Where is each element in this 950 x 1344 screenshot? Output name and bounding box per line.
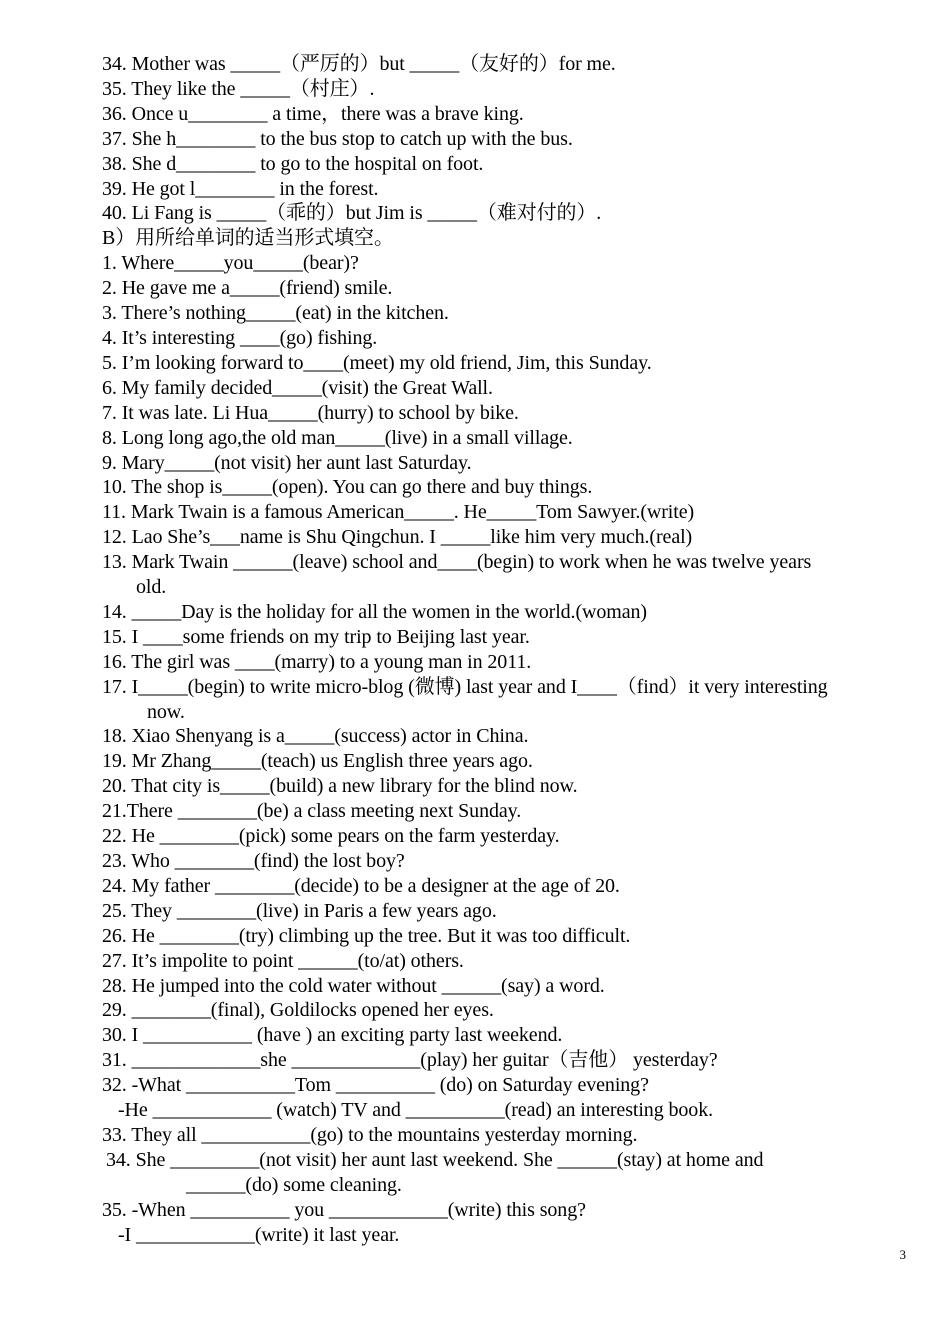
exercise-line: 7. It was late. Li Hua_____(hurry) to school by bike. — [102, 401, 519, 424]
exercise-line: 39. He got l________ in the forest. — [102, 177, 379, 200]
exercise-line: 14. _____Day is the holiday for all the women in the world.(woman) — [102, 600, 647, 623]
exercise-line: 22. He ________(pick) some pears on the farm yesterday. — [102, 825, 560, 848]
exercise-line: 37. She h________ to the bus stop to catch up with the bus. — [102, 127, 573, 150]
exercise-line: 17. I_____(begin) to write micro-blog (微博) last year and I____（find）it very interesting — [102, 675, 828, 698]
exercise-line: 28. He jumped into the cold water without ______(say) a word. — [102, 974, 605, 997]
exercise-line: 32. -What ___________Tom __________ (do) on Saturday evening? — [102, 1074, 649, 1097]
exercise-line: 38. She d________ to go to the hospital on foot. — [102, 152, 484, 175]
exercise-line: 4. It’s interesting ____(go) fishing. — [102, 326, 378, 349]
exercise-line: 2. He gave me a_____(friend) smile. — [102, 277, 393, 300]
exercise-line: 16. The girl was ____(marry) to a young man in 2011. — [102, 650, 532, 673]
exercise-line: 19. Mr Zhang_____(teach) us English three years ago. — [102, 750, 533, 773]
exercise-line: 6. My family decided_____(visit) the Great Wall. — [102, 376, 493, 399]
exercise-line: 36. Once u________ a time，there was a brave king. — [102, 102, 524, 125]
exercise-line: 29. ________(final), Goldilocks opened her eyes. — [102, 999, 494, 1022]
exercise-line: 40. Li Fang is _____（乖的）but Jim is _____（难对付的）. — [102, 202, 602, 225]
exercise-line: 34. She _________(not visit) her aunt last weekend. She ______(stay) at home and — [106, 1148, 764, 1171]
exercise-line: 34. Mother was _____（严厉的）but _____（友好的）for me. — [102, 53, 616, 75]
exercise-line: 25. They ________(live) in Paris a few years ago. — [102, 899, 497, 922]
exercise-line: 35. They like the _____（村庄）. — [102, 77, 375, 100]
exercise-line: 11. Mark Twain is a famous American_____. He_____Tom Sawyer.(write) — [102, 501, 695, 524]
exercise-line: 26. He ________(try) climbing up the tree. But it was too difficult. — [102, 924, 631, 947]
exercise-line: 5. I’m looking forward to____(meet) my old friend, Jim, this Sunday. — [102, 351, 652, 374]
exercise-line: 8. Long long ago,the old man_____(live) in a small village. — [102, 426, 573, 449]
exercise-line: 30. I ___________ (have ) an exciting party last weekend. — [102, 1024, 563, 1047]
exercise-line: 24. My father ________(decide) to be a designer at the age of 20. — [102, 874, 620, 897]
exercise-line: 15. I ____some friends on my trip to Beijing last year. — [102, 625, 530, 648]
exercise-line-continuation: now. — [147, 700, 185, 723]
exercise-line-answer: -He ____________ (watch) TV and __________(read) an interesting book. — [118, 1099, 714, 1122]
section-heading: B）用所给单词的适当形式填空。 — [102, 227, 394, 250]
exercise-line: 3. There’s nothing_____(eat) in the kitchen. — [102, 302, 449, 325]
exercise-line: 13. Mark Twain ______(leave) school and____(begin) to work when he was twelve years — [102, 551, 812, 574]
exercise-line: 33. They all ___________(go) to the mountains yesterday morning. — [102, 1123, 638, 1146]
page-number: 3 — [899, 1247, 906, 1262]
exercise-line: 10. The shop is_____(open). You can go there and buy things. — [102, 476, 593, 499]
exercise-line: 9. Mary_____(not visit) her aunt last Saturday. — [102, 451, 472, 474]
exercise-line-continuation: ______(do) some cleaning. — [186, 1173, 402, 1196]
exercise-line: 31. _____________she _____________(play) her guitar（吉他） yesterday? — [102, 1049, 718, 1072]
exercise-line-continuation: old. — [136, 576, 167, 599]
exercise-line: 27. It’s impolite to point ______(to/at) others. — [102, 949, 464, 972]
exercise-line: 23. Who ________(find) the lost boy? — [102, 850, 405, 872]
exercise-line: 35. -When __________ you ____________(write) this song? — [102, 1198, 586, 1221]
exercise-line: 12. Lao She’s___name is Shu Qingchun. I _____like him very much.(real) — [102, 526, 693, 549]
exercise-line: 20. That city is_____(build) a new library for the blind now. — [102, 775, 578, 798]
exercise-line: 18. Xiao Shenyang is a_____(success) actor in China. — [102, 725, 529, 748]
exercise-line: 21.There ________(be) a class meeting next Sunday. — [102, 800, 522, 823]
exercise-content — [102, 52, 905, 1248]
exercise-line: 1. Where_____you_____(bear)? — [102, 252, 359, 275]
exercise-line-answer: -I ____________(write) it last year. — [118, 1223, 400, 1246]
